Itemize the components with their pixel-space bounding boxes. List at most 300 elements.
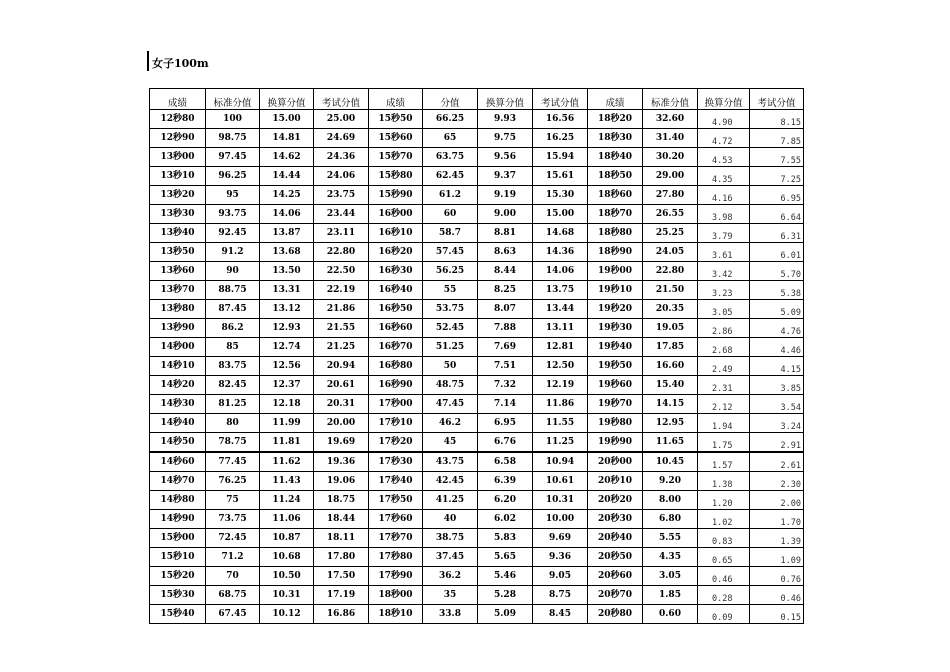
table-row bbox=[150, 452, 804, 472]
table-cell: 20秒80 bbox=[588, 605, 643, 624]
table-cell: 0.46 bbox=[750, 586, 804, 605]
table-cell: 83.75 bbox=[206, 357, 260, 376]
table-cell: 16秒00 bbox=[369, 205, 423, 224]
table-cell: 17.50 bbox=[314, 567, 369, 586]
table-cell: 63.75 bbox=[423, 148, 478, 167]
table-cell: 17.19 bbox=[314, 586, 369, 605]
table-cell: 9.69 bbox=[533, 529, 588, 548]
table-cell: 6.01 bbox=[750, 243, 804, 262]
table-cell: 16秒90 bbox=[369, 376, 423, 395]
table-cell: 15.00 bbox=[533, 205, 588, 224]
table-cell: 6.02 bbox=[478, 510, 533, 529]
table-cell: 10.31 bbox=[260, 586, 314, 605]
table-cell: 10.87 bbox=[260, 529, 314, 548]
table-cell: 22.19 bbox=[314, 281, 369, 300]
table-cell: 10.00 bbox=[533, 510, 588, 529]
table-cell: 13秒70 bbox=[150, 281, 206, 300]
table-cell: 20秒20 bbox=[588, 491, 643, 510]
table-cell: 72.45 bbox=[206, 529, 260, 548]
table-cell: 21.50 bbox=[643, 281, 698, 300]
table-cell: 51.25 bbox=[423, 338, 478, 357]
table-cell: 13.68 bbox=[260, 243, 314, 262]
table-cell: 6.95 bbox=[478, 414, 533, 433]
table-cell: 17秒80 bbox=[369, 548, 423, 567]
table-cell: 1.75 bbox=[698, 433, 750, 453]
table-cell: 19秒00 bbox=[588, 262, 643, 281]
table-cell: 16秒50 bbox=[369, 300, 423, 319]
table-cell: 62.45 bbox=[423, 167, 478, 186]
table-cell: 2.30 bbox=[750, 472, 804, 491]
table-cell: 6.58 bbox=[478, 452, 533, 472]
table-cell: 70 bbox=[206, 567, 260, 586]
table-cell: 5.46 bbox=[478, 567, 533, 586]
table-cell: 12.95 bbox=[643, 414, 698, 433]
table-cell: 16.56 bbox=[533, 110, 588, 129]
column-header: 考试分值 bbox=[314, 89, 369, 110]
table-cell: 18秒90 bbox=[588, 243, 643, 262]
table-cell: 7.85 bbox=[750, 129, 804, 148]
table-cell: 10.61 bbox=[533, 472, 588, 491]
table-cell: 9.36 bbox=[533, 548, 588, 567]
table-cell: 16秒30 bbox=[369, 262, 423, 281]
table-cell: 12秒80 bbox=[150, 110, 206, 129]
table-cell: 13秒00 bbox=[150, 148, 206, 167]
table-cell: 18秒50 bbox=[588, 167, 643, 186]
table-cell: 14.36 bbox=[533, 243, 588, 262]
column-header: 成绩 bbox=[588, 89, 643, 110]
table-cell: 0.76 bbox=[750, 567, 804, 586]
table-cell: 20秒70 bbox=[588, 586, 643, 605]
table-cell: 56.25 bbox=[423, 262, 478, 281]
table-cell: 60 bbox=[423, 205, 478, 224]
table-cell: 5.83 bbox=[478, 529, 533, 548]
table-cell: 10.94 bbox=[533, 452, 588, 472]
table-cell: 23.11 bbox=[314, 224, 369, 243]
table-cell: 25.25 bbox=[643, 224, 698, 243]
table-cell: 5.55 bbox=[643, 529, 698, 548]
table-cell: 8.15 bbox=[750, 110, 804, 129]
table-cell: 82.45 bbox=[206, 376, 260, 395]
table-cell: 10.50 bbox=[260, 567, 314, 586]
table-cell: 7.88 bbox=[478, 319, 533, 338]
table-cell: 3.54 bbox=[750, 395, 804, 414]
table-cell: 13秒30 bbox=[150, 205, 206, 224]
table-cell: 3.42 bbox=[698, 262, 750, 281]
table-row bbox=[150, 224, 804, 243]
table-cell: 9.93 bbox=[478, 110, 533, 129]
table-cell: 10.12 bbox=[260, 605, 314, 624]
table-cell: 16秒60 bbox=[369, 319, 423, 338]
table-row bbox=[150, 300, 804, 319]
table-cell: 20.94 bbox=[314, 357, 369, 376]
table-cell: 25.00 bbox=[314, 110, 369, 129]
table-cell: 11.99 bbox=[260, 414, 314, 433]
table-cell: 0.65 bbox=[698, 548, 750, 567]
table-cell: 65 bbox=[423, 129, 478, 148]
table-cell: 2.31 bbox=[698, 376, 750, 395]
table-cell: 47.45 bbox=[423, 395, 478, 414]
table-cell: 35 bbox=[423, 586, 478, 605]
table-cell: 95 bbox=[206, 186, 260, 205]
table-cell: 9.37 bbox=[478, 167, 533, 186]
table-cell: 7.32 bbox=[478, 376, 533, 395]
table-cell: 1.20 bbox=[698, 491, 750, 510]
table-cell: 85 bbox=[206, 338, 260, 357]
table-cell: 13秒90 bbox=[150, 319, 206, 338]
table-cell: 18秒10 bbox=[369, 605, 423, 624]
table-cell: 20.00 bbox=[314, 414, 369, 433]
table-cell: 14秒30 bbox=[150, 395, 206, 414]
table-cell: 18.75 bbox=[314, 491, 369, 510]
table-cell: 19秒30 bbox=[588, 319, 643, 338]
table-cell: 18秒30 bbox=[588, 129, 643, 148]
table-cell: 53.75 bbox=[423, 300, 478, 319]
table-cell: 12.37 bbox=[260, 376, 314, 395]
table-cell: 19.69 bbox=[314, 433, 369, 453]
table-cell: 15秒60 bbox=[369, 129, 423, 148]
table-cell: 17秒40 bbox=[369, 472, 423, 491]
table-cell: 15秒00 bbox=[150, 529, 206, 548]
table-cell: 15.30 bbox=[533, 186, 588, 205]
table-cell: 8.63 bbox=[478, 243, 533, 262]
table-cell: 20秒10 bbox=[588, 472, 643, 491]
table-cell: 20秒60 bbox=[588, 567, 643, 586]
table-row bbox=[150, 357, 804, 376]
table-cell: 14.25 bbox=[260, 186, 314, 205]
table-cell: 3.05 bbox=[643, 567, 698, 586]
table-cell: 17秒90 bbox=[369, 567, 423, 586]
column-header: 换算分值 bbox=[698, 89, 750, 110]
table-row bbox=[150, 510, 804, 529]
table-cell: 88.75 bbox=[206, 281, 260, 300]
table-cell: 4.46 bbox=[750, 338, 804, 357]
table-cell: 87.45 bbox=[206, 300, 260, 319]
table-cell: 13.44 bbox=[533, 300, 588, 319]
table-cell: 80 bbox=[206, 414, 260, 433]
table-cell: 2.49 bbox=[698, 357, 750, 376]
table-row bbox=[150, 491, 804, 510]
table-cell: 8.00 bbox=[643, 491, 698, 510]
table-cell: 10.45 bbox=[643, 452, 698, 472]
table-cell: 45 bbox=[423, 433, 478, 453]
table-row bbox=[150, 586, 804, 605]
table-cell: 5.09 bbox=[478, 605, 533, 624]
table-cell: 15秒50 bbox=[369, 110, 423, 129]
table-cell: 14.81 bbox=[260, 129, 314, 148]
table-cell: 15.40 bbox=[643, 376, 698, 395]
table-cell: 13秒40 bbox=[150, 224, 206, 243]
table-cell: 24.05 bbox=[643, 243, 698, 262]
table-cell: 6.76 bbox=[478, 433, 533, 453]
table-cell: 77.45 bbox=[206, 452, 260, 472]
table-cell: 17秒70 bbox=[369, 529, 423, 548]
table-cell: 19秒40 bbox=[588, 338, 643, 357]
table-cell: 2.00 bbox=[750, 491, 804, 510]
table-cell: 93.75 bbox=[206, 205, 260, 224]
table-cell: 15秒40 bbox=[150, 605, 206, 624]
table-cell: 18秒80 bbox=[588, 224, 643, 243]
table-cell: 42.45 bbox=[423, 472, 478, 491]
table-cell: 14.15 bbox=[643, 395, 698, 414]
table-cell: 14秒00 bbox=[150, 338, 206, 357]
table-cell: 68.75 bbox=[206, 586, 260, 605]
table-cell: 17秒30 bbox=[369, 452, 423, 472]
table-cell: 8.81 bbox=[478, 224, 533, 243]
table-cell: 19秒60 bbox=[588, 376, 643, 395]
table-cell: 11.65 bbox=[643, 433, 698, 453]
table-row bbox=[150, 243, 804, 262]
table-cell: 14.06 bbox=[260, 205, 314, 224]
table-cell: 11.06 bbox=[260, 510, 314, 529]
column-header: 换算分值 bbox=[478, 89, 533, 110]
table-cell: 2.12 bbox=[698, 395, 750, 414]
table-row bbox=[150, 186, 804, 205]
table-cell: 18.11 bbox=[314, 529, 369, 548]
table-cell: 6.39 bbox=[478, 472, 533, 491]
table-cell: 13.11 bbox=[533, 319, 588, 338]
table-cell: 3.23 bbox=[698, 281, 750, 300]
header-row bbox=[150, 89, 804, 110]
table-cell: 21.55 bbox=[314, 319, 369, 338]
table-cell: 3.24 bbox=[750, 414, 804, 433]
table-cell: 20秒30 bbox=[588, 510, 643, 529]
table-cell: 4.72 bbox=[698, 129, 750, 148]
table-cell: 12.56 bbox=[260, 357, 314, 376]
table-cell: 19秒70 bbox=[588, 395, 643, 414]
table-cell: 12.18 bbox=[260, 395, 314, 414]
table-cell: 7.51 bbox=[478, 357, 533, 376]
table-cell: 14.68 bbox=[533, 224, 588, 243]
table-cell: 3.61 bbox=[698, 243, 750, 262]
table-cell: 15秒90 bbox=[369, 186, 423, 205]
table-cell: 3.05 bbox=[698, 300, 750, 319]
table-cell: 12.93 bbox=[260, 319, 314, 338]
table-cell: 14秒80 bbox=[150, 491, 206, 510]
table-cell: 20秒40 bbox=[588, 529, 643, 548]
table-cell: 13.75 bbox=[533, 281, 588, 300]
table-row bbox=[150, 262, 804, 281]
table-cell: 6.31 bbox=[750, 224, 804, 243]
score-table bbox=[149, 88, 804, 624]
table-row bbox=[150, 281, 804, 300]
table-cell: 12.81 bbox=[533, 338, 588, 357]
table-cell: 11.24 bbox=[260, 491, 314, 510]
table-cell: 11.81 bbox=[260, 433, 314, 453]
table-cell: 19秒80 bbox=[588, 414, 643, 433]
table-row bbox=[150, 376, 804, 395]
table-cell: 0.46 bbox=[698, 567, 750, 586]
table-cell: 4.16 bbox=[698, 186, 750, 205]
table-cell: 14秒50 bbox=[150, 433, 206, 453]
table-cell: 1.02 bbox=[698, 510, 750, 529]
table-cell: 16秒40 bbox=[369, 281, 423, 300]
table-cell: 1.39 bbox=[750, 529, 804, 548]
table-cell: 14秒20 bbox=[150, 376, 206, 395]
table-cell: 1.70 bbox=[750, 510, 804, 529]
table-cell: 52.45 bbox=[423, 319, 478, 338]
table-cell: 15秒30 bbox=[150, 586, 206, 605]
table-cell: 11.62 bbox=[260, 452, 314, 472]
table-cell: 6.64 bbox=[750, 205, 804, 224]
table-cell: 37.45 bbox=[423, 548, 478, 567]
table-cell: 31.40 bbox=[643, 129, 698, 148]
table-cell: 6.20 bbox=[478, 491, 533, 510]
title-marker bbox=[147, 51, 149, 71]
table-cell: 13秒10 bbox=[150, 167, 206, 186]
table-row bbox=[150, 567, 804, 586]
table-cell: 12.19 bbox=[533, 376, 588, 395]
table-cell: 17秒50 bbox=[369, 491, 423, 510]
table-cell: 90 bbox=[206, 262, 260, 281]
table-cell: 12.74 bbox=[260, 338, 314, 357]
table-cell: 15.61 bbox=[533, 167, 588, 186]
table-cell: 78.75 bbox=[206, 433, 260, 453]
table-row bbox=[150, 167, 804, 186]
column-header: 考试分值 bbox=[750, 89, 804, 110]
table-cell: 18秒20 bbox=[588, 110, 643, 129]
table-cell: 16秒70 bbox=[369, 338, 423, 357]
table-cell: 13秒80 bbox=[150, 300, 206, 319]
table-cell: 17秒60 bbox=[369, 510, 423, 529]
table-cell: 2.61 bbox=[750, 452, 804, 472]
table-row bbox=[150, 395, 804, 414]
table-cell: 66.25 bbox=[423, 110, 478, 129]
table-cell: 7.69 bbox=[478, 338, 533, 357]
table-cell: 20.31 bbox=[314, 395, 369, 414]
table-cell: 91.2 bbox=[206, 243, 260, 262]
table-cell: 21.25 bbox=[314, 338, 369, 357]
table-cell: 14秒60 bbox=[150, 452, 206, 472]
table-cell: 14秒10 bbox=[150, 357, 206, 376]
table-cell: 11.43 bbox=[260, 472, 314, 491]
table-row bbox=[150, 148, 804, 167]
table-cell: 19.05 bbox=[643, 319, 698, 338]
table-cell: 24.06 bbox=[314, 167, 369, 186]
table-cell: 1.85 bbox=[643, 586, 698, 605]
column-header: 换算分值 bbox=[260, 89, 314, 110]
table-cell: 32.60 bbox=[643, 110, 698, 129]
table-cell: 58.7 bbox=[423, 224, 478, 243]
table-cell: 22.80 bbox=[314, 243, 369, 262]
table-cell: 4.53 bbox=[698, 148, 750, 167]
table-cell: 61.2 bbox=[423, 186, 478, 205]
table-cell: 6.95 bbox=[750, 186, 804, 205]
table-cell: 75 bbox=[206, 491, 260, 510]
table-cell: 8.45 bbox=[533, 605, 588, 624]
table-cell: 16秒80 bbox=[369, 357, 423, 376]
table-cell: 1.38 bbox=[698, 472, 750, 491]
table-row bbox=[150, 529, 804, 548]
table-cell: 19.36 bbox=[314, 452, 369, 472]
table-cell: 2.86 bbox=[698, 319, 750, 338]
table-cell: 13.50 bbox=[260, 262, 314, 281]
table-cell: 2.68 bbox=[698, 338, 750, 357]
table-cell: 18秒40 bbox=[588, 148, 643, 167]
table-cell: 14.06 bbox=[533, 262, 588, 281]
table-cell: 11.86 bbox=[533, 395, 588, 414]
table-row bbox=[150, 548, 804, 567]
column-header: 标准分值 bbox=[206, 89, 260, 110]
page-title: 女子100m bbox=[152, 57, 209, 70]
table-cell: 14秒90 bbox=[150, 510, 206, 529]
table-cell: 50 bbox=[423, 357, 478, 376]
table-cell: 15秒20 bbox=[150, 567, 206, 586]
table-row bbox=[150, 433, 804, 453]
table-cell: 21.86 bbox=[314, 300, 369, 319]
table-cell: 9.20 bbox=[643, 472, 698, 491]
table-cell: 9.75 bbox=[478, 129, 533, 148]
table-row bbox=[150, 472, 804, 491]
table-cell: 12.50 bbox=[533, 357, 588, 376]
table-cell: 92.45 bbox=[206, 224, 260, 243]
table-cell: 96.25 bbox=[206, 167, 260, 186]
table-cell: 20秒00 bbox=[588, 452, 643, 472]
table-cell: 4.15 bbox=[750, 357, 804, 376]
table-cell: 7.14 bbox=[478, 395, 533, 414]
table-cell: 10.68 bbox=[260, 548, 314, 567]
table-cell: 16.86 bbox=[314, 605, 369, 624]
table-cell: 4.90 bbox=[698, 110, 750, 129]
table-cell: 11.55 bbox=[533, 414, 588, 433]
table-cell: 67.45 bbox=[206, 605, 260, 624]
table-cell: 76.25 bbox=[206, 472, 260, 491]
table-row bbox=[150, 319, 804, 338]
table-cell: 19秒50 bbox=[588, 357, 643, 376]
table-cell: 11.25 bbox=[533, 433, 588, 453]
table-cell: 97.45 bbox=[206, 148, 260, 167]
table-cell: 0.09 bbox=[698, 605, 750, 624]
table-cell: 4.76 bbox=[750, 319, 804, 338]
table-cell: 3.85 bbox=[750, 376, 804, 395]
table-cell: 16.60 bbox=[643, 357, 698, 376]
table-cell: 5.28 bbox=[478, 586, 533, 605]
table-cell: 18秒00 bbox=[369, 586, 423, 605]
table-cell: 12秒90 bbox=[150, 129, 206, 148]
table-cell: 1.94 bbox=[698, 414, 750, 433]
table-cell: 20.61 bbox=[314, 376, 369, 395]
table-cell: 17秒20 bbox=[369, 433, 423, 453]
table-cell: 3.79 bbox=[698, 224, 750, 243]
table-cell: 29.00 bbox=[643, 167, 698, 186]
table-cell: 8.25 bbox=[478, 281, 533, 300]
table-cell: 46.2 bbox=[423, 414, 478, 433]
table-cell: 33.8 bbox=[423, 605, 478, 624]
table-cell: 22.50 bbox=[314, 262, 369, 281]
column-header: 考试分值 bbox=[533, 89, 588, 110]
table-cell: 73.75 bbox=[206, 510, 260, 529]
table-cell: 0.15 bbox=[750, 605, 804, 624]
table-cell: 6.80 bbox=[643, 510, 698, 529]
table-cell: 13.87 bbox=[260, 224, 314, 243]
table-cell: 40 bbox=[423, 510, 478, 529]
table-cell: 20秒50 bbox=[588, 548, 643, 567]
table-cell: 24.69 bbox=[314, 129, 369, 148]
table-cell: 17秒00 bbox=[369, 395, 423, 414]
table-cell: 98.75 bbox=[206, 129, 260, 148]
table-cell: 86.2 bbox=[206, 319, 260, 338]
table-cell: 19秒90 bbox=[588, 433, 643, 453]
table-cell: 15.94 bbox=[533, 148, 588, 167]
table-row bbox=[150, 414, 804, 433]
table-row bbox=[150, 605, 804, 624]
table-cell: 13秒20 bbox=[150, 186, 206, 205]
table-cell: 8.44 bbox=[478, 262, 533, 281]
table-cell: 9.56 bbox=[478, 148, 533, 167]
table-cell: 23.75 bbox=[314, 186, 369, 205]
table-cell: 0.28 bbox=[698, 586, 750, 605]
table-cell: 0.60 bbox=[643, 605, 698, 624]
table-cell: 13.31 bbox=[260, 281, 314, 300]
